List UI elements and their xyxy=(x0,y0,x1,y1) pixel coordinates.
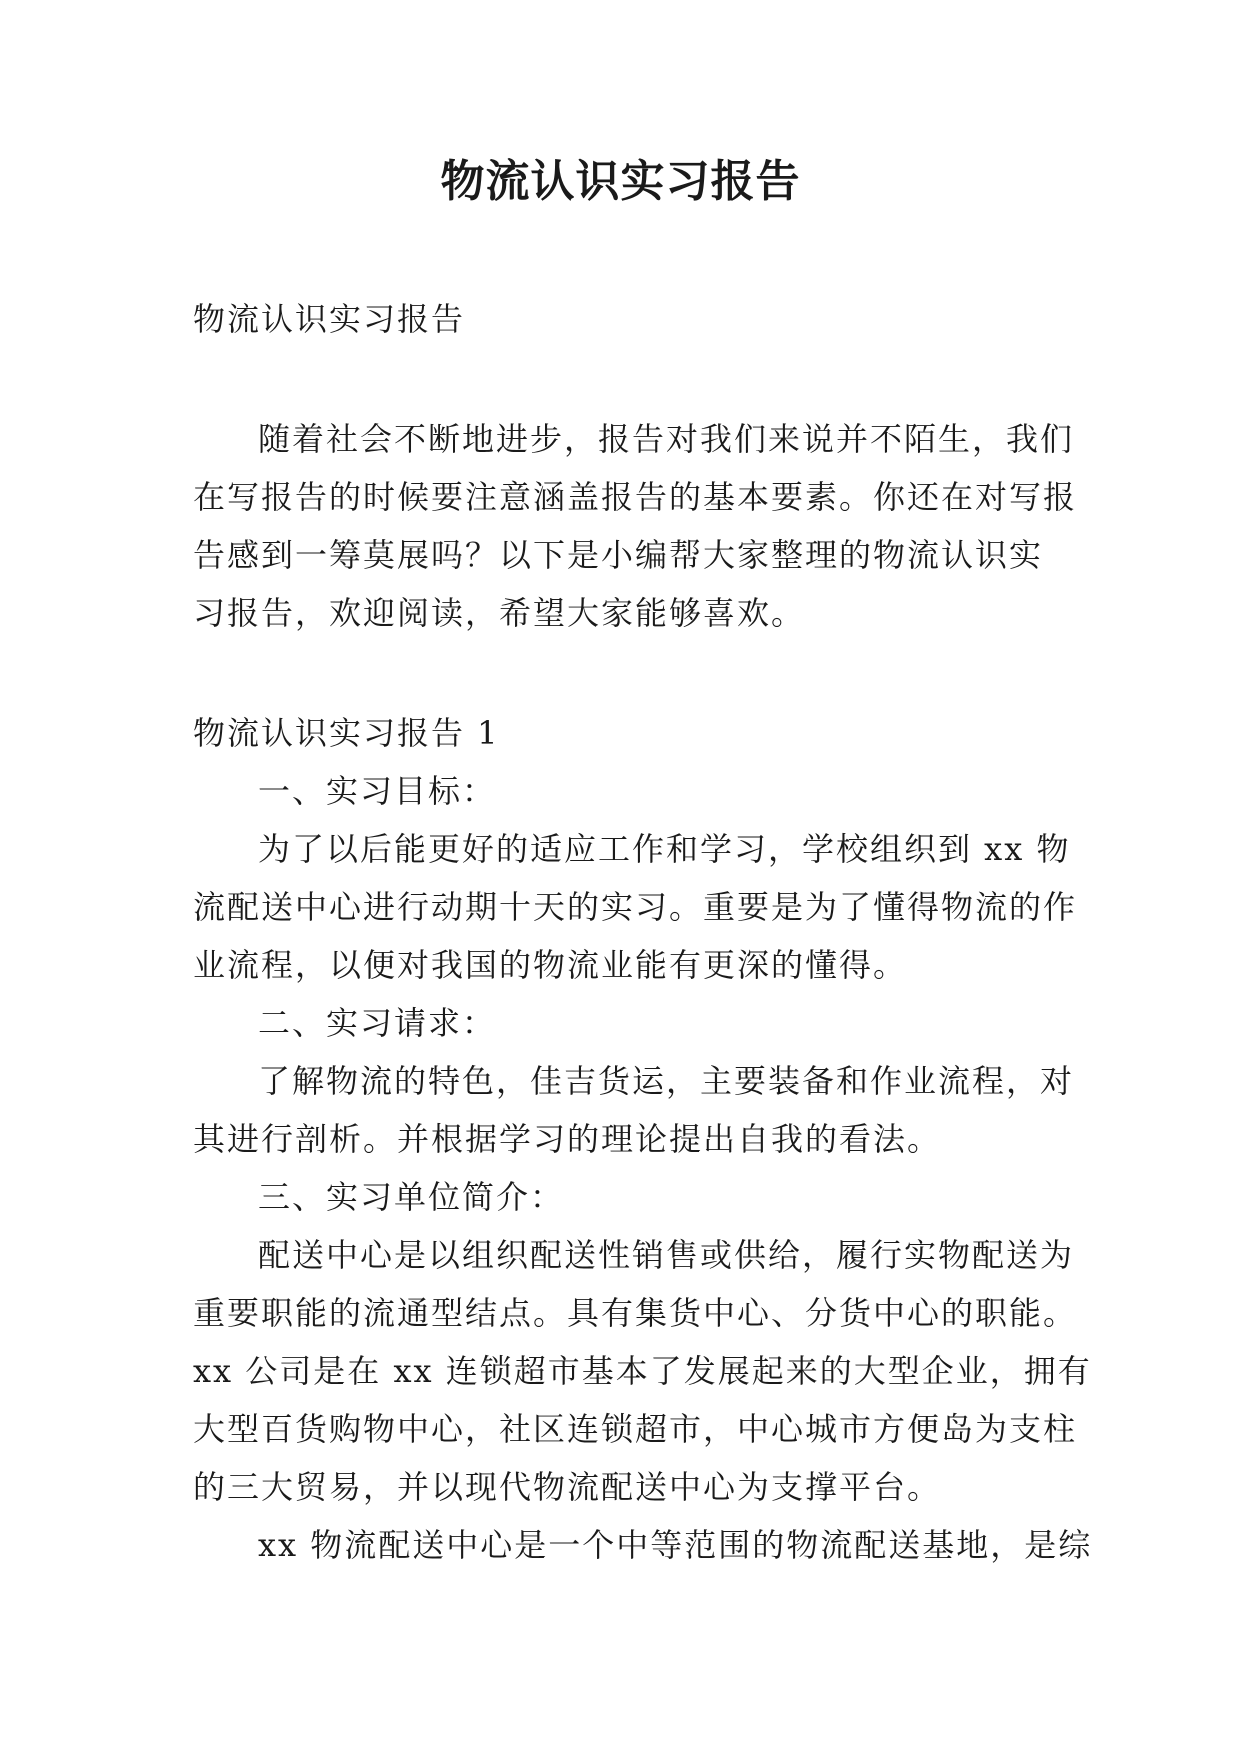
unit-intro-paragraph xyxy=(193,1226,1092,1516)
paragraph-line: 配送中心是以组织配送性销售或供给，履行实物配送为 xyxy=(258,1236,1075,1274)
document-body xyxy=(193,290,1093,1574)
paragraph-line: xx 公司是在 xx 连锁超市基本了发展起来的大型企业，拥有 xyxy=(193,1352,1092,1390)
document-subtitle: 物流认识实习报告 xyxy=(193,300,466,338)
goals-paragraph xyxy=(193,820,1078,994)
paragraph-line: xx 物流配送中心是一个中等范围的物流配送基地，是综 xyxy=(258,1526,1093,1564)
paragraph-line: 了解物流的特色，佳吉货运，主要装备和作业流程，对 xyxy=(258,1062,1075,1100)
paragraph-line: 业流程，以便对我国的物流业能有更深的懂得。 xyxy=(193,946,908,984)
heading-goals: 一、实习目标： xyxy=(258,772,497,810)
paragraph-line: 为了以后能更好的适应工作和学习，学校组织到 xx 物 xyxy=(258,830,1071,868)
paragraph-line: 其进行剖析。并根据学习的理论提出自我的看法。 xyxy=(193,1120,942,1158)
paragraph-line: 重要职能的流通型结点。具有集货中心、分货中心的职能。 xyxy=(193,1294,1078,1332)
heading-requirements: 二、实习请求： xyxy=(258,1004,497,1042)
document-title: 物流认识实习报告 xyxy=(440,156,801,207)
center-paragraph xyxy=(193,1516,1093,1574)
heading-unit-intro: 三、实习单位简介： xyxy=(258,1178,565,1216)
section-heading: 物流认识实习报告 1 xyxy=(193,714,500,752)
intro-line: 在写报告的时候要注意涵盖报告的基本要素。你还在对写报 xyxy=(193,478,1078,516)
intro-paragraph xyxy=(193,410,1078,642)
requirements-paragraph xyxy=(193,1052,1075,1168)
intro-line: 习报告，欢迎阅读，希望大家能够喜欢。 xyxy=(193,594,806,632)
paragraph-line: 大型百货购物中心，社区连锁超市，中心城市方便岛为支柱 xyxy=(193,1410,1078,1448)
intro-line: 告感到一筹莫展吗？以下是小编帮大家整理的物流认识实 xyxy=(193,536,1044,574)
paragraph-line: 流配送中心进行动期十天的实习。重要是为了懂得物流的作 xyxy=(193,888,1078,926)
paragraph-line: 的三大贸易，并以现代物流配送中心为支撑平台。 xyxy=(193,1468,942,1506)
intro-line: 随着社会不断地进步，报告对我们来说并不陌生，我们 xyxy=(258,420,1075,458)
